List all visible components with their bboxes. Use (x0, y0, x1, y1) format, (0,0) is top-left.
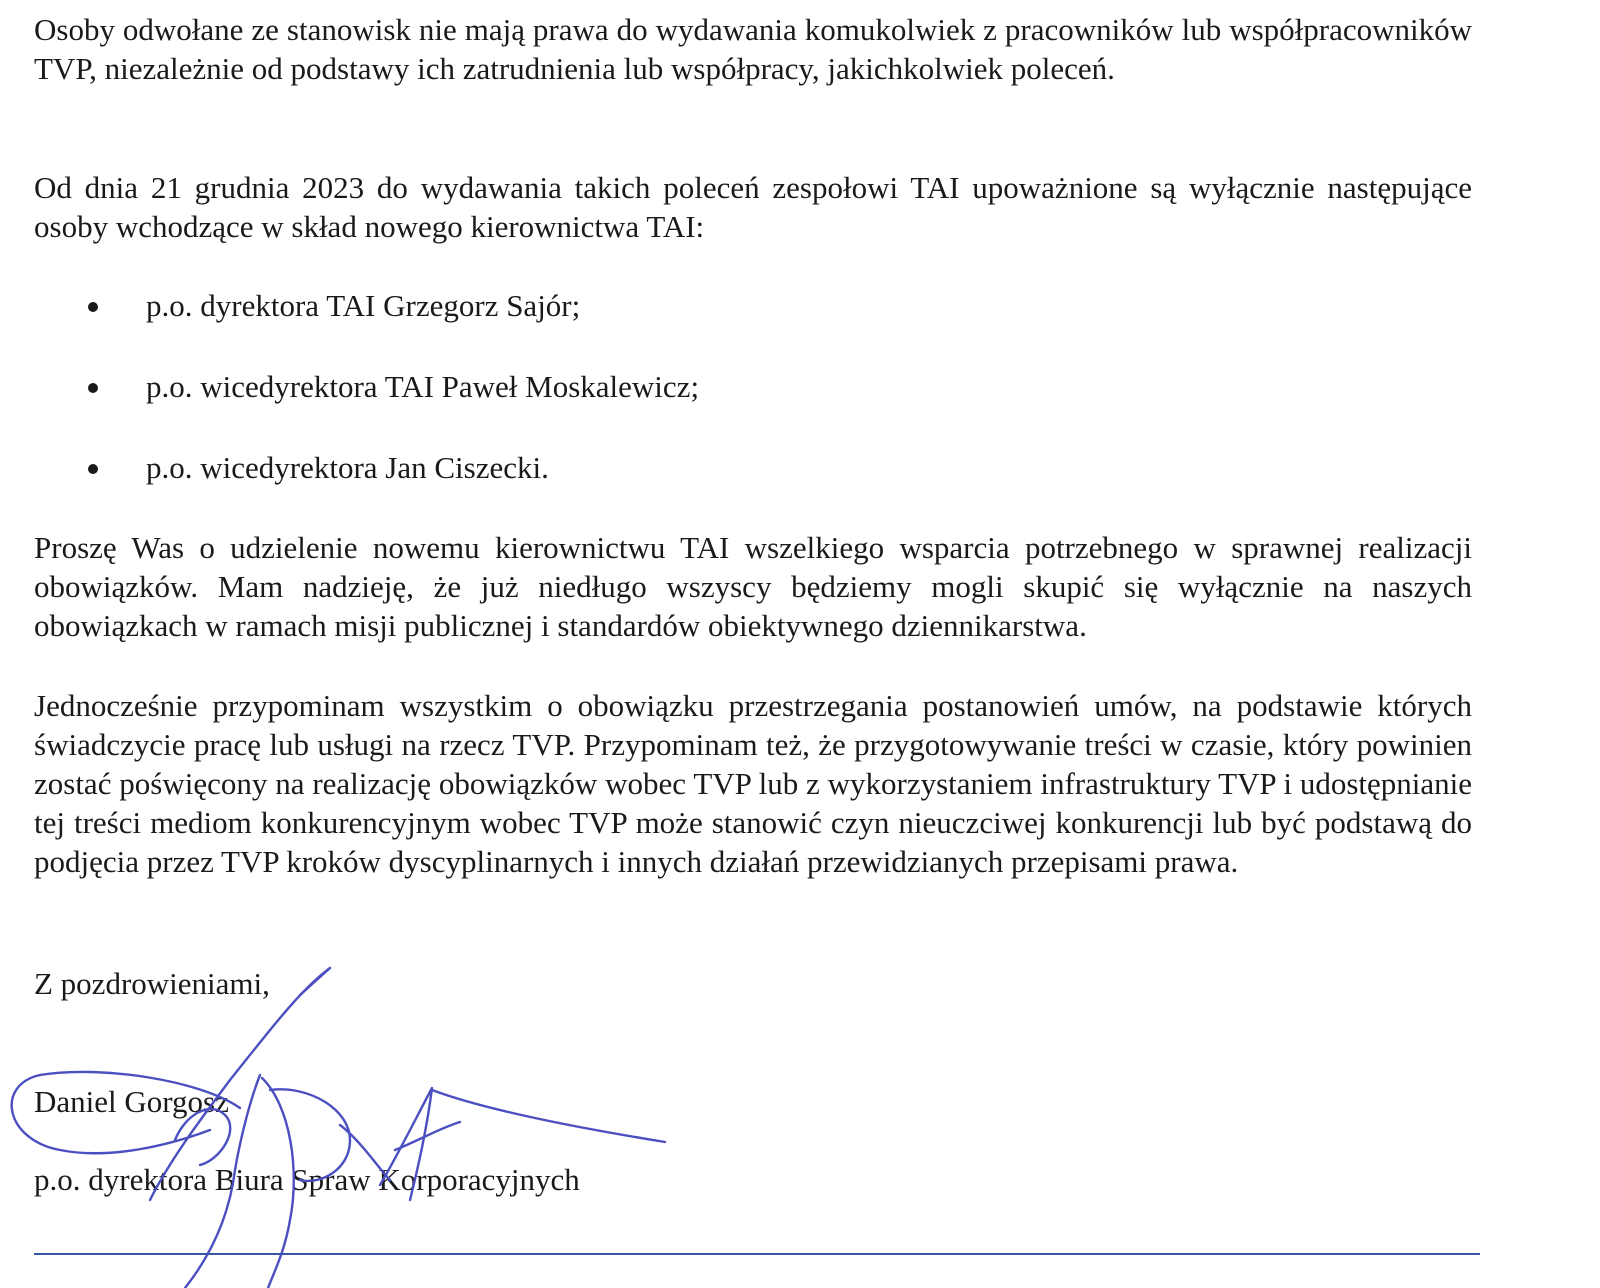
bullet-icon (88, 383, 98, 393)
footer-rule (34, 1253, 1480, 1255)
signatory-name: Daniel Gorgosz (34, 1084, 229, 1119)
list-item-text: p.o. dyrektora TAI Grzegorz Sajór; (146, 288, 581, 323)
list-item (34, 448, 1472, 487)
bullet-icon (88, 464, 98, 474)
list-item-text: p.o. wicedyrektora Jan Ciszecki. (146, 450, 549, 485)
closing-salutation: Z pozdrowieniami, (34, 966, 270, 1001)
list-item (34, 286, 1472, 325)
paragraph-dismissed-persons: Osoby odwołane ze stanowisk nie mają prawa do wydawania komukolwiek z pracowników lub współpracowników TVP, niezależnie od podstawy ich zatrudnienia lub współpracy, jakichkolwiek poleceń. (34, 12, 1472, 86)
paragraph-reminder: Jednocześnie przypominam wszystkim o obowiązku przestrzegania postanowień umów, na podstawie których świadczycie pracę lub usługi na rzecz TVP. Przypominam też, że przygotowywanie treści w czasie, który powinien zostać poświęcony na realizację obowiązków wobec TVP lub z wykorzystaniem infrastruktury TVP i udostępnianie tej treści mediom konkurencyjnym wobec TVP może stanowić czyn nieuczciwej konkurencji lub być podstawą do podjęcia przez TVP kroków dyscyplinarnych i innych działań przewidzianych przepisami prawa. (34, 688, 1472, 879)
bullet-icon (88, 302, 98, 312)
signatory-title: p.o. dyrektora Biura Spraw Korporacyjnych (34, 1162, 580, 1197)
authorized-persons-list (34, 286, 1472, 529)
paragraph-authorized-persons: Od dnia 21 grudnia 2023 do wydawania takich poleceń zespołowi TAI upoważnione są wyłącznie następujące osoby wchodzące w skład nowego kierownictwa TAI: (34, 170, 1472, 244)
list-item-text: p.o. wicedyrektora TAI Paweł Moskalewicz; (146, 369, 700, 404)
paragraph-support-request: Proszę Was o udzielenie nowemu kierownictwu TAI wszelkiego wsparcia potrzebnego w sprawnej realizacji obowiązków. Mam nadzieję, że już niedługo wszyscy będziemy mogli skupić się wyłącznie na naszych obowiązkach w ramach misji publicznej i standardów obiektywnego dziennikarstwa. (34, 530, 1472, 643)
list-item (34, 367, 1472, 406)
